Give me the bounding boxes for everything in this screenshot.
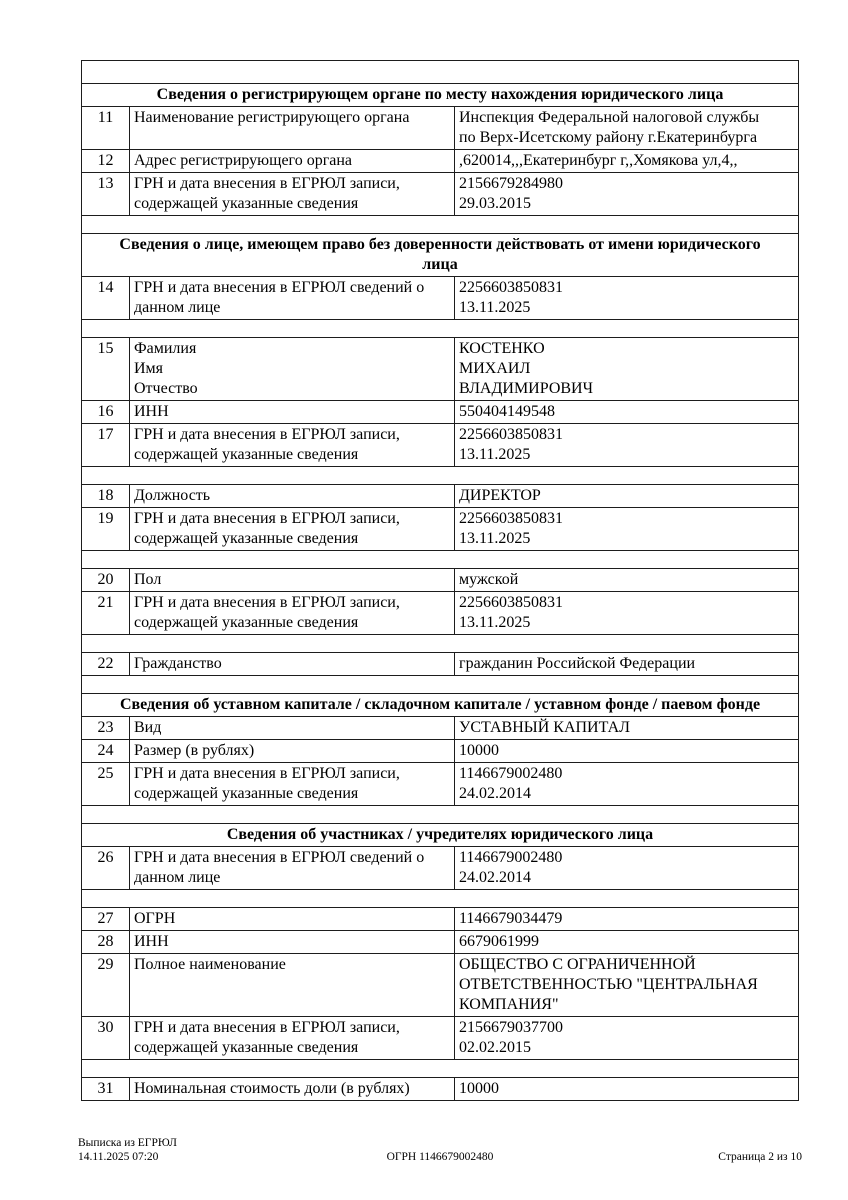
row-number: 19 [82,508,130,551]
table-row [82,908,799,931]
row-number: 27 [82,908,130,931]
spacer-cell [82,551,799,569]
text-line: ВЛАДИМИРОВИЧ [459,380,593,397]
row-value [455,931,799,954]
row-value [455,954,799,1017]
text-line: ГРН и дата внесения в ЕГРЮЛ записи, содержащей указанные сведения [134,1019,400,1056]
row-label [130,338,455,401]
row-number: 16 [82,401,130,424]
table-row [82,1017,799,1060]
row-number: 22 [82,653,130,676]
text-line: Наименование регистрирующего органа [134,109,410,126]
row-value [455,653,799,676]
table-row [82,954,799,1017]
row-number: 26 [82,847,130,890]
table-row [82,1078,799,1101]
row-number: 28 [82,931,130,954]
text-line: 1146679034479 [459,910,563,927]
spacer-cell [82,635,799,653]
row-value [455,847,799,890]
text-line: Сведения об участниках / учредителях юридического лица [226,826,654,843]
row-label [130,485,455,508]
row-label [130,908,455,931]
row-label [130,1078,455,1101]
row-number: 17 [82,424,130,467]
section-header-row [82,824,799,847]
table-row [82,173,799,216]
row-number: 25 [82,763,130,806]
text-line: 24.02.2014 [459,785,531,802]
row-value [455,1078,799,1101]
text-line: ИНН [134,403,169,420]
row-number: 24 [82,740,130,763]
text-line: Вид [134,719,162,736]
text-line: Отчество [134,380,198,397]
row-label [130,954,455,1017]
section-title [82,234,799,277]
table-row [82,740,799,763]
text-line: Сведения о лице, имеющем право без доверенности действовать от имени юридического [119,236,761,253]
table-row [82,424,799,467]
row-number: 31 [82,1078,130,1101]
text-line: 13.11.2025 [459,446,531,463]
row-value [455,1017,799,1060]
text-line: ОБЩЕСТВО С ОГРАНИЧЕННОЙ [459,956,696,973]
text-line: ГРН и дата внесения в ЕГРЮЛ сведений о данном лице [134,849,425,886]
table-row [82,401,799,424]
table-spacer-row [82,61,799,84]
row-label [130,107,455,150]
spacer-cell [82,676,799,694]
text-line: 2256603850831 [459,594,563,611]
table-spacer-row [82,806,799,824]
spacer-cell [82,806,799,824]
row-label [130,424,455,467]
row-label [130,569,455,592]
row-label [130,277,455,320]
text-line: Номинальная стоимость доли (в рублях) [134,1080,410,1097]
table-row [82,485,799,508]
text-line: ОТВЕТСТВЕННОСТЬЮ "ЦЕНТРАЛЬНАЯ [459,976,758,993]
table-spacer-row [82,467,799,485]
text-line: 2256603850831 [459,426,563,443]
text-line: ,620014,,,Екатеринбург г,,Хомякова ул,4,, [459,152,738,169]
spacer-cell [82,320,799,338]
section-title [82,824,799,847]
text-line: МИХАИЛ [459,360,531,377]
section-header-row [82,694,799,717]
egrul-extract-table [81,60,799,1101]
row-value [455,485,799,508]
row-value [455,338,799,401]
text-line: Адрес регистрирующего органа [134,152,353,169]
text-line: 29.03.2015 [459,195,531,212]
footer-page-number: Страница 2 из 10 [718,1151,802,1163]
text-line: гражданин Российской Федерации [459,655,696,672]
row-label [130,717,455,740]
text-line: 13.11.2025 [459,299,531,316]
row-value [455,508,799,551]
text-line: ГРН и дата внесения в ЕГРЮЛ записи, содержащей указанные сведения [134,510,400,547]
table-row [82,569,799,592]
row-label [130,1017,455,1060]
table-spacer-row [82,216,799,234]
table-row [82,338,799,401]
text-line: ГРН и дата внесения в ЕГРЮЛ записи, содержащей указанные сведения [134,765,400,802]
row-value [455,424,799,467]
text-line: 550404149548 [459,403,555,420]
row-value [455,150,799,173]
row-number: 29 [82,954,130,1017]
text-line: Сведения об уставном капитале / складочном капитале / уставном фонде / паевом фонде [119,696,761,713]
spacer-cell [82,216,799,234]
text-line: 10000 [459,742,499,759]
table-spacer-row [82,551,799,569]
text-line: Сведения о регистрирующем органе по месту нахождения юридического лица [156,86,724,103]
text-line: 6679061999 [459,933,539,950]
text-line: по Верх-Исетскому району г.Екатеринбурга [459,129,758,146]
text-line: ГРН и дата внесения в ЕГРЮЛ сведений о данном лице [134,279,425,316]
text-line: 10000 [459,1080,499,1097]
row-value [455,173,799,216]
text-line: 1146679002480 [459,849,563,866]
row-number: 21 [82,592,130,635]
text-line: ГРН и дата внесения в ЕГРЮЛ записи, содержащей указанные сведения [134,594,400,631]
row-value [455,717,799,740]
footer-ogrn: ОГРН 1146679002480 [386,1151,494,1163]
egrul-table-body [82,61,799,1101]
text-line: Фамилия [134,340,197,357]
footer-left-block [78,1136,319,1164]
table-row [82,717,799,740]
table-row [82,150,799,173]
table-spacer-row [82,635,799,653]
table-spacer-row [82,1060,799,1078]
table-spacer-row [82,676,799,694]
row-value [455,401,799,424]
row-number: 20 [82,569,130,592]
row-value [455,569,799,592]
text-line: Имя [134,360,164,377]
row-value [455,592,799,635]
text-line: ГРН и дата внесения в ЕГРЮЛ записи, содержащей указанные сведения [134,426,400,463]
text-line: 13.11.2025 [459,614,531,631]
row-label [130,150,455,173]
text-line: 24.02.2014 [459,869,531,886]
text-line: 2256603850831 [459,279,563,296]
table-row [82,931,799,954]
text-line: Полное наименование [134,956,286,973]
spacer-cell [82,467,799,485]
row-value [455,763,799,806]
table-spacer-row [82,320,799,338]
row-value [455,740,799,763]
text-line: КОМПАНИЯ" [459,996,559,1013]
page-footer [78,1136,802,1164]
footer-doc-title: Выписка из ЕГРЮЛ [78,1137,177,1149]
text-line: 2256603850831 [459,510,563,527]
text-line: УСТАВНЫЙ КАПИТАЛ [459,719,630,736]
table-row [82,508,799,551]
row-number: 18 [82,485,130,508]
row-value [455,908,799,931]
row-label [130,173,455,216]
text-line: Должность [134,487,211,504]
row-label [130,740,455,763]
text-line: ГРН и дата внесения в ЕГРЮЛ записи, содержащей указанные сведения [134,175,400,212]
row-number: 14 [82,277,130,320]
text-line: Гражданство [134,655,222,672]
row-number: 12 [82,150,130,173]
text-line: 02.02.2015 [459,1039,531,1056]
row-label [130,653,455,676]
text-line: мужской [459,571,519,588]
spacer-cell [82,890,799,908]
text-line: 1146679002480 [459,765,563,782]
row-label [130,508,455,551]
spacer-cell [82,61,799,84]
footer-timestamp: 14.11.2025 07:20 [78,1151,159,1163]
text-line: 2156679284980 [459,175,563,192]
table-row [82,653,799,676]
section-header-row [82,84,799,107]
row-number: 13 [82,173,130,216]
row-number: 11 [82,107,130,150]
row-value [455,107,799,150]
row-label [130,931,455,954]
row-label [130,401,455,424]
table-row [82,763,799,806]
text-line: 13.11.2025 [459,530,531,547]
text-line: ИНН [134,933,169,950]
text-line: Инспекция Федеральной налоговой службы [459,109,760,126]
text-line: 2156679037700 [459,1019,563,1036]
section-title [82,84,799,107]
table-row [82,592,799,635]
row-label [130,763,455,806]
row-number: 15 [82,338,130,401]
text-line: лица [422,256,458,273]
section-header-row [82,234,799,277]
row-label [130,847,455,890]
row-value [455,277,799,320]
row-number: 30 [82,1017,130,1060]
text-line: КОСТЕНКО [459,340,545,357]
row-label [130,592,455,635]
text-line: ДИРЕКТОР [459,487,541,504]
text-line: Пол [134,571,162,588]
table-row [82,277,799,320]
table-row [82,847,799,890]
row-number: 23 [82,717,130,740]
text-line: Размер (в рублях) [134,742,255,759]
spacer-cell [82,1060,799,1078]
table-spacer-row [82,890,799,908]
text-line: ОГРН [134,910,176,927]
section-title [82,694,799,717]
table-row [82,107,799,150]
